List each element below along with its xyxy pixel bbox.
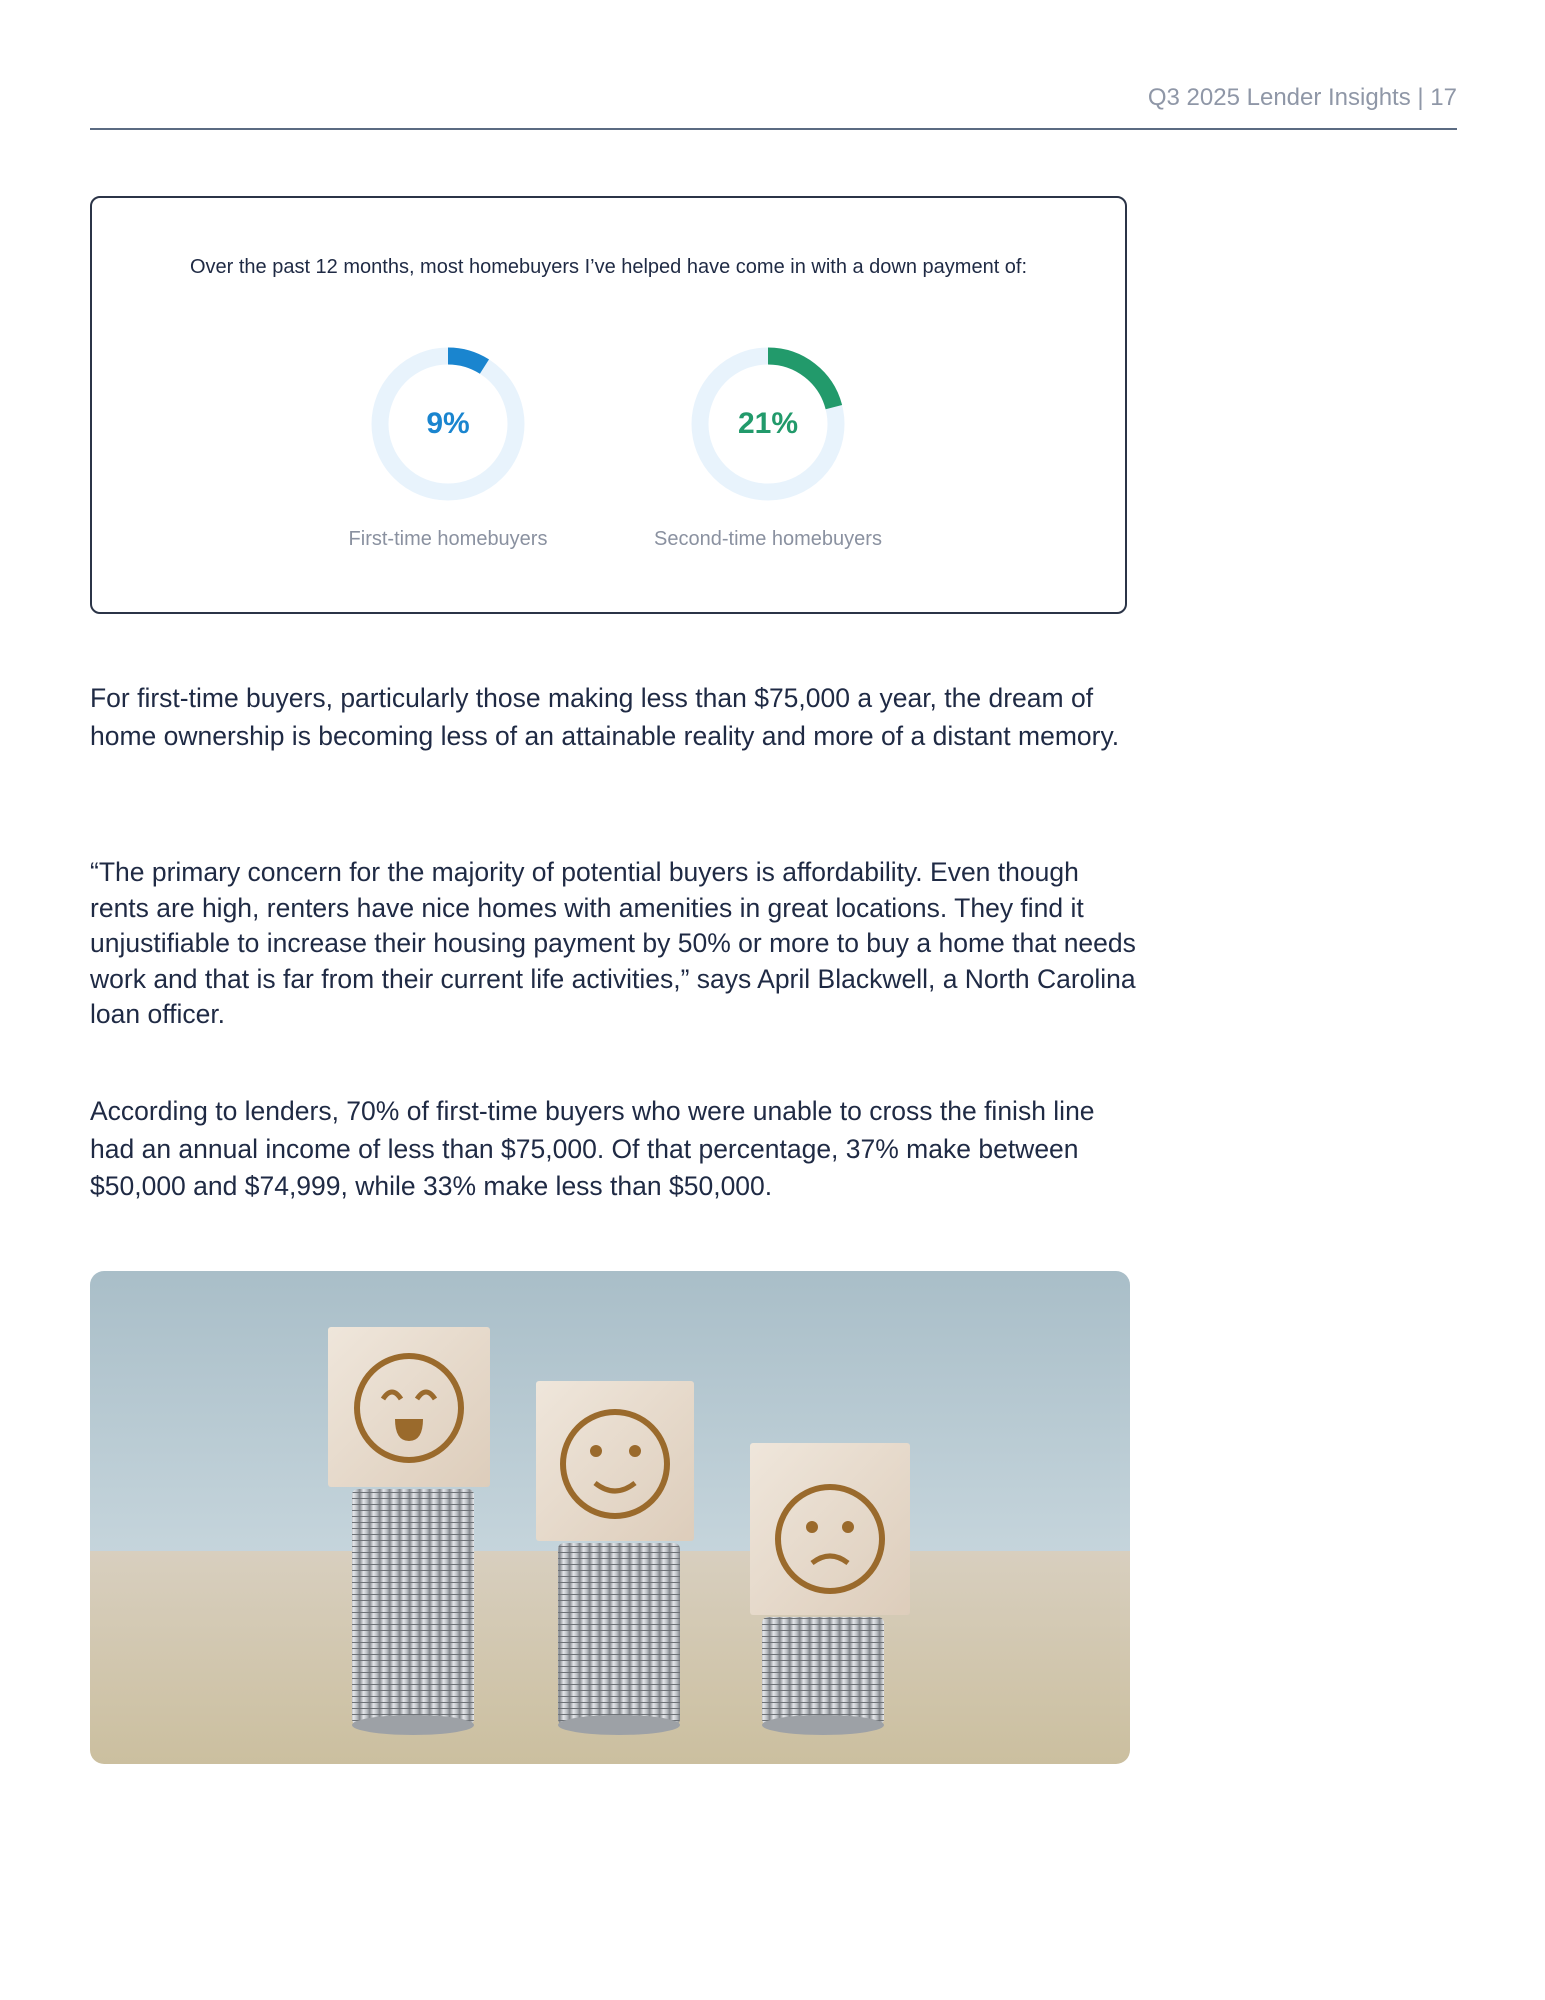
coin-stack-left [352,1489,474,1725]
sad-face-icon [750,1443,910,1615]
donut-label-second-time: Second-time homebuyers [654,528,882,550]
body-paragraph-3: According to lenders, 70% of first-time buyers who were unable to cross the finish line had an annual income of less than $75,000. Of that percentage, 37% make between $50,000 and $74,999, while 33% make less than $50,000. [90,1096,1095,1201]
page-header: Q3 2025 Lender Insights | 17 [1147,84,1457,111]
donut-value-second-time: 21% [737,407,799,440]
coin-stack-middle [558,1543,680,1725]
header-divider [90,128,1457,130]
donut-chart-first-time [368,344,528,504]
down-payment-card [90,196,1127,614]
coin-stacks-photo [90,1271,1130,1764]
coin-stack-right [762,1617,884,1725]
donut-chart-second-time [688,344,848,504]
survey-question: Over the past 12 months, most homebuyers I’ve helped have come in with a down payment of: [189,256,1028,278]
smile-face-icon [536,1381,694,1541]
happy-face-icon [328,1327,490,1487]
donut-value-first-time: 9% [426,407,470,440]
body-paragraph-quote: “The primary concern for the majority of potential buyers is affordability. Even though rents are high, renters have nice homes with amenities in great locations. They find it unjustifiable to increase their housing payment by 50% or more to buy a home that needs work and that is far from their current life activities,” says April Blackwell, a North Carolina loan officer. [90,857,1136,1029]
body-paragraph-1: For first-time buyers, particularly those making less than $75,000 a year, the dream of home ownership is becoming less of an attainable reality and more of a distant memory. [90,683,1120,751]
donut-label-first-time: First-time homebuyers [348,528,548,550]
